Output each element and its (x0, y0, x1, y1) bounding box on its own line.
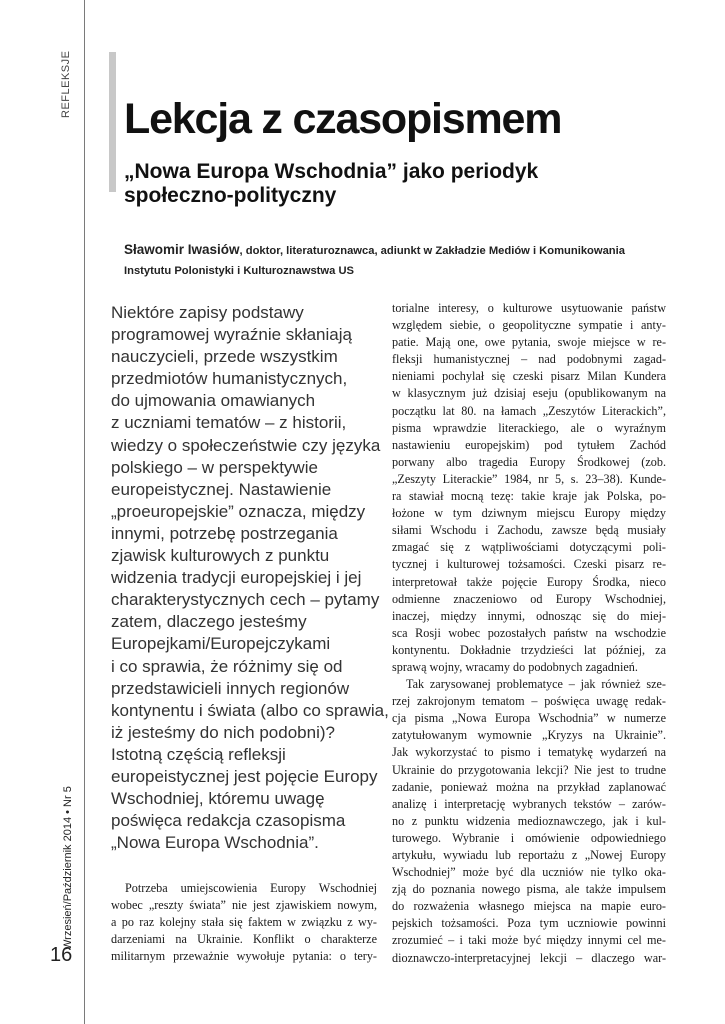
text-line: Jak wykorzystać to pismo i tematykę wydarzeń na (392, 745, 666, 760)
text-line: względem siebie, o geopolityczne sympatie i anty- (392, 318, 666, 333)
text-line: sca Rosji wobec pozostałych państw na wschodzie (392, 625, 666, 640)
text-line: militarnym przeważnie wywołuje pytania: o tery- (111, 949, 377, 964)
text-line: łożone w tym dziwnym miejscu Europy między (392, 506, 666, 521)
text-line: analizę i interpretację wybranych tekstów – zarów- (392, 796, 666, 811)
text-line: interpretował także pojęcie Europy Środka, nieco (392, 574, 666, 589)
author-block (124, 240, 669, 281)
text-line: pejskich tożsamości. Poza tym uczniowie powinni (392, 916, 666, 931)
text-line: początku lat 80. na łamach „Zeszytów Literackich”, (392, 403, 666, 418)
page-number: 16 (50, 944, 73, 966)
text-line: „Zeszyty Literackie” 1984, nr 5, s. 23–38). Kunde- (392, 471, 666, 486)
text-line: wobec „reszty świata” nie jest zjawiskiem nowym, (111, 898, 377, 913)
title-accent-bar (109, 52, 116, 192)
text-line: patie. Mają one, owe pytania, swoje miejsce w re- (392, 335, 666, 350)
text-line: pisma wprawdzie literackiego, ale o wyraźnym (392, 420, 666, 435)
text-line: a po raz kolejny stała się faktem w związku z wy- (111, 915, 377, 930)
body-column-left (111, 880, 377, 965)
text-line: zją do poznania nowego pisma, ale także impulsem (392, 882, 666, 897)
text-line: no z punktu widzenia medioznawczego, jak i kul- (392, 813, 666, 828)
lead-line: wiedzy o społeczeństwie czy języka (111, 435, 381, 455)
text-line: fleksji humanistycznej – nad podobnymi zagad- (392, 352, 666, 367)
lead-line: kontynentu i świata (albo co sprawia, (111, 700, 389, 720)
text-line: Tak zarysowanej problematyce – jak również sze- (406, 677, 666, 692)
issue-label: Wrzesień/Październik 2014 • Nr 5 (62, 786, 74, 950)
text-line: tycznej i kulturowej tożsamości. Czeski pisarz re- (392, 557, 666, 572)
text-line: zatytułowanym wymownie „Kryzys na Ukrainie”. (392, 728, 666, 743)
lead-line: do ujmowania omawianych (111, 391, 316, 411)
text-line: Wschodniej” może być dla uczniów nie tylko oka- (392, 865, 666, 880)
text-line: w klasycznym już dzisiaj eseju (opublikowanym na (392, 386, 666, 401)
lead-line: Europejkami/Europejczykami (111, 634, 331, 654)
text-line: artykułu, wywiadu lub reportażu z „Nowej Europy (392, 848, 666, 862)
text-line: darzeniami na Ukrainie. Konflikt o charakterze (111, 932, 377, 947)
lead-line: przedstawicieli innych regionów (111, 678, 350, 698)
lead-line: nauczycieli, przede wszystkim (111, 347, 338, 367)
lead-line: widzenia tradycji europejskiej i jej (111, 568, 362, 588)
lead-line: „Nowa Europa Wschodnia”. (111, 833, 319, 853)
lead-line: zatem, dlaczego jesteśmy (111, 612, 307, 632)
lead-line: i co sprawia, że różnimy się od (111, 656, 343, 676)
lead-paragraph (111, 302, 389, 854)
lead-line: innymi, potrzebę postrzegania (111, 523, 338, 543)
lead-line: europeistycznej jest pojęcie Europy (111, 766, 378, 786)
text-line: nastawieniu europejskim) pod tytułem Zachód (392, 437, 666, 452)
article-subtitle: „Nowa Europa Wschodnia” jako periodyk społeczno-polityczny (124, 160, 539, 207)
lead-line: iż jesteśmy do nich podobni)? (111, 722, 335, 742)
text-line: kontynentu. Dokładnie trzydzieści lat później, za (392, 642, 666, 657)
lead-line: europeistycznej. Nastawienie (111, 479, 332, 499)
text-line: dioznawczo-interpretacyjnej lekcji – dlaczego war- (392, 950, 666, 965)
article-title: Lekcja z czasopismem (124, 95, 562, 143)
body-column-right (392, 300, 666, 967)
text-line: Potrzeba umiejscowienia Europy Wschodniej (125, 881, 377, 895)
lead-line: polskiego – w perspektywie (111, 457, 318, 477)
lead-line: poświęca redakcja czasopisma (111, 811, 346, 831)
margin-rule (84, 0, 85, 1024)
text-line: rzej zakrojonym tematom – poświęca uwagę redak- (392, 694, 666, 709)
text-line: do rozważenia własnego miejsca na mapie euro- (392, 899, 666, 914)
text-line: torialne interesy, o kulturowe usytuowanie państw (392, 301, 666, 315)
author-affiliation: , doktor, literaturoznawca, adiunkt w Zakładzie Mediów i Komunikowania Instytutu Polonistyki i Kulturoznawstwa US (124, 245, 625, 277)
text-line: nieniami pochylał się czeski pisarz Milan Kundera (392, 369, 666, 384)
text-line: odmienne znaczeniowo od Europy Wschodniej, (392, 591, 666, 606)
lead-line: Wschodniej, któremu uwagę (111, 789, 325, 809)
lead-line: programowej wyraźnie skłaniają (111, 325, 352, 345)
text-line: ra stawiał mocną tezę: takie kraje jak Polska, po- (392, 489, 666, 504)
text-line: zadanie, ponieważ można na przykład zaplanować (392, 779, 666, 794)
lead-line: charakterystycznych cech – pytamy (111, 590, 380, 610)
text-line: turowego. Wybranie i omówienie odpowiedniego (392, 830, 666, 845)
text-line: sprawą wojny, wracamy do podobnych zagadnień. (392, 659, 638, 674)
lead-line: z uczniami tematów – z historii, (111, 413, 347, 433)
lead-line: Niektóre zapisy podstawy (111, 303, 304, 322)
text-line: Ukrainie do przygotowania lekcji? Nie jest to trudne (392, 762, 666, 777)
lead-line: zjawisk kulturowych z punktu (111, 546, 330, 566)
lead-line: Istotną częścią refleksji (111, 744, 286, 764)
lead-line: „proeuropejskie” oznacza, między (111, 501, 366, 521)
text-line: cja pisma „Nowa Europa Wschodnia” w numerze (392, 711, 666, 726)
text-line: inaczej, między innymi, odnosząc się do miej- (392, 608, 666, 623)
text-line: zrozumieć – i taki może być między innymi cel me- (392, 933, 666, 948)
text-line: zmagać się z wątpliwościami dotyczącymi poli- (392, 540, 666, 555)
text-line: siłami Wschodu i Zachodu, zawsze będą musiały (392, 523, 666, 538)
lead-line: przedmiotów humanistycznych, (111, 369, 348, 389)
author-name: Sławomir Iwasiów (124, 242, 240, 257)
text-line: porwany albo tragedia Europy Środkowej (zob. (392, 454, 666, 469)
section-label: REFLEKSJE (60, 50, 72, 118)
